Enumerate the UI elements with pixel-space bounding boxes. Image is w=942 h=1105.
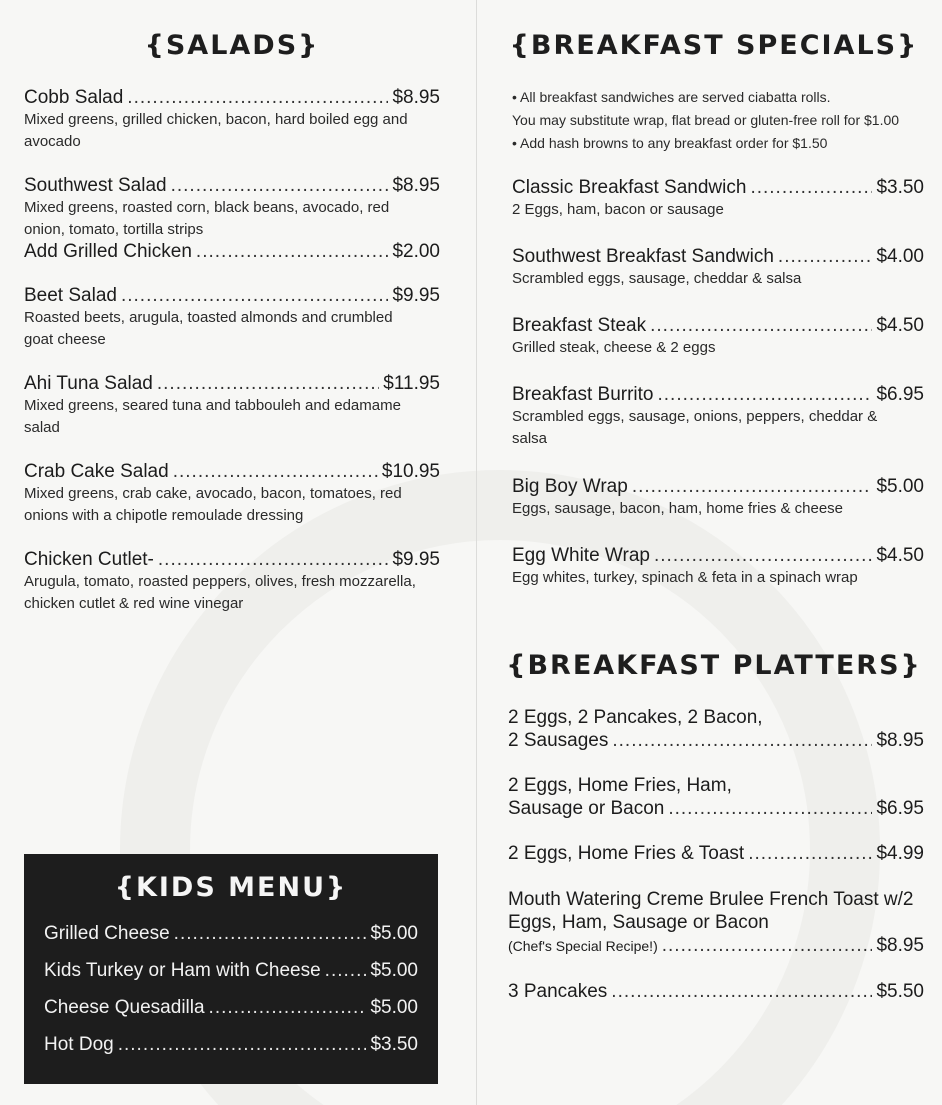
item-description: Scrambled eggs, sausage, cheddar & salsa [512, 270, 802, 287]
menu-item-pancakes-platter [508, 706, 924, 752]
menu-item-beet-salad [24, 284, 440, 351]
menu-item-home-fries-ham-platter [508, 774, 924, 820]
menu-item-breakfast-burrito [512, 383, 924, 450]
item-price: $6.95 [876, 384, 924, 405]
menu-item-add-grilled-chicken [24, 240, 440, 263]
item-price: $8.95 [392, 87, 440, 108]
item-name: 2 Eggs, Home Fries & Toast [508, 843, 745, 864]
item-price: $11.95 [383, 373, 440, 394]
breakfast-specials-heading: {BREAKFAST SPECIALS} [509, 30, 919, 61]
menu-item-pancakes [508, 980, 924, 1003]
item-description: Roasted beets, arugula, toasted almonds and crumbled goat cheese [24, 309, 393, 348]
breakfast-platters-heading: {BREAKFAST PLATTERS} [506, 650, 922, 681]
item-price: $5.00 [370, 960, 418, 981]
salads-heading: {SALADS} [144, 30, 320, 61]
kids-menu-heading: {KIDS MENU} [114, 872, 348, 903]
menu-item-crab-cake-salad [24, 460, 440, 527]
item-name: 3 Pancakes [508, 981, 608, 1002]
menu-item-southwest-salad [24, 174, 440, 241]
item-price: $4.00 [876, 246, 924, 267]
item-price: $5.00 [370, 997, 418, 1018]
item-name: Southwest Salad [24, 175, 167, 196]
item-name-line: Mouth Watering Creme Brulee French Toast w/2 [508, 889, 914, 910]
menu-item-southwest-breakfast-sandwich [512, 245, 924, 290]
item-price: $6.95 [876, 798, 924, 819]
item-name: Grilled Cheese [44, 923, 170, 944]
item-name: (Chef's Special Recipe!) [508, 938, 658, 954]
menu-item-kids-turkey-ham [44, 959, 418, 982]
item-name: Hot Dog [44, 1034, 114, 1055]
item-description: 2 Eggs, ham, bacon or sausage [512, 201, 724, 218]
menu-item-breakfast-steak [512, 314, 924, 359]
item-name: Big Boy Wrap [512, 476, 628, 497]
item-name: Classic Breakfast Sandwich [512, 177, 747, 198]
menu-item-grilled-cheese [44, 922, 418, 945]
item-name: Cheese Quesadilla [44, 997, 205, 1018]
item-price: $10.95 [381, 461, 440, 482]
item-price: $9.95 [392, 549, 440, 570]
item-name: Ahi Tuna Salad [24, 373, 153, 394]
item-name: Crab Cake Salad [24, 461, 169, 482]
item-price: $8.95 [392, 175, 440, 196]
item-name: 2 Sausages [508, 730, 609, 751]
item-price: $3.50 [876, 177, 924, 198]
item-name-line: 2 Eggs, Home Fries, Ham, [508, 775, 732, 796]
item-name: Breakfast Steak [512, 315, 647, 336]
item-description: Eggs, sausage, bacon, ham, home fries & cheese [512, 500, 844, 517]
note-line: You may substitute wrap, flat bread or gluten-free roll for $1.00 [512, 112, 900, 128]
menu-item-french-toast-platter [508, 888, 924, 958]
item-price: $8.95 [876, 935, 924, 956]
menu-item-classic-breakfast-sandwich [512, 176, 924, 221]
item-name: Sausage or Bacon [508, 798, 665, 819]
item-description: Mixed greens, seared tuna and tabbouleh and edamame salad [24, 397, 401, 436]
item-description: Arugula, tomato, roasted peppers, olives, fresh mozzarella, chicken cutlet & red wine vinegar [24, 573, 416, 612]
item-description: Scrambled eggs, sausage, onions, peppers, cheddar & salsa [512, 408, 878, 447]
item-price: $4.99 [876, 843, 924, 864]
item-name: Add Grilled Chicken [24, 241, 192, 262]
item-price: $9.95 [392, 285, 440, 306]
item-name: Breakfast Burrito [512, 384, 654, 405]
item-price: $4.50 [876, 545, 924, 566]
item-description: Egg whites, turkey, spinach & feta in a spinach wrap [512, 569, 858, 586]
menu-item-home-fries-toast-platter [508, 842, 924, 865]
item-price: $3.50 [370, 1034, 418, 1055]
item-name: Chicken Cutlet- [24, 549, 154, 570]
menu-item-egg-white-wrap [512, 544, 924, 589]
note-line: • All breakfast sandwiches are served ciabatta rolls. [512, 89, 831, 105]
note-line: • Add hash browns to any breakfast order for $1.50 [512, 135, 828, 151]
item-name-line: 2 Eggs, 2 Pancakes, 2 Bacon, [508, 707, 763, 728]
item-name: Kids Turkey or Ham with Cheese [44, 960, 321, 981]
item-description: Mixed greens, roasted corn, black beans, avocado, red onion, tomato, tortilla strips [24, 199, 390, 238]
item-name-line: Eggs, Ham, Sausage or Bacon [508, 912, 769, 933]
item-price: $2.00 [392, 241, 440, 262]
item-name: Egg White Wrap [512, 545, 650, 566]
item-name: Beet Salad [24, 285, 117, 306]
menu-item-cobb-salad [24, 86, 440, 153]
menu-item-chicken-cutlet [24, 548, 440, 615]
menu-item-ahi-tuna-salad [24, 372, 440, 439]
item-description: Grilled steak, cheese & 2 eggs [512, 339, 716, 356]
item-price: $5.50 [876, 981, 924, 1002]
kids-menu-box [24, 854, 438, 1084]
item-name: Cobb Salad [24, 87, 124, 108]
item-price: $8.95 [876, 730, 924, 751]
fold-line [476, 0, 477, 1105]
menu-item-hot-dog [44, 1033, 418, 1056]
item-description: Mixed greens, grilled chicken, bacon, hard boiled egg and avocado [24, 111, 408, 150]
menu-item-cheese-quesadilla [44, 996, 418, 1019]
menu-item-big-boy-wrap [512, 475, 924, 520]
item-price: $5.00 [370, 923, 418, 944]
item-price: $4.50 [876, 315, 924, 336]
item-name: Southwest Breakfast Sandwich [512, 246, 774, 267]
item-price: $5.00 [876, 476, 924, 497]
breakfast-notes [512, 86, 924, 155]
item-description: Mixed greens, crab cake, avocado, bacon, tomatoes, red onions with a chipotle remoulade dressing [24, 485, 402, 524]
